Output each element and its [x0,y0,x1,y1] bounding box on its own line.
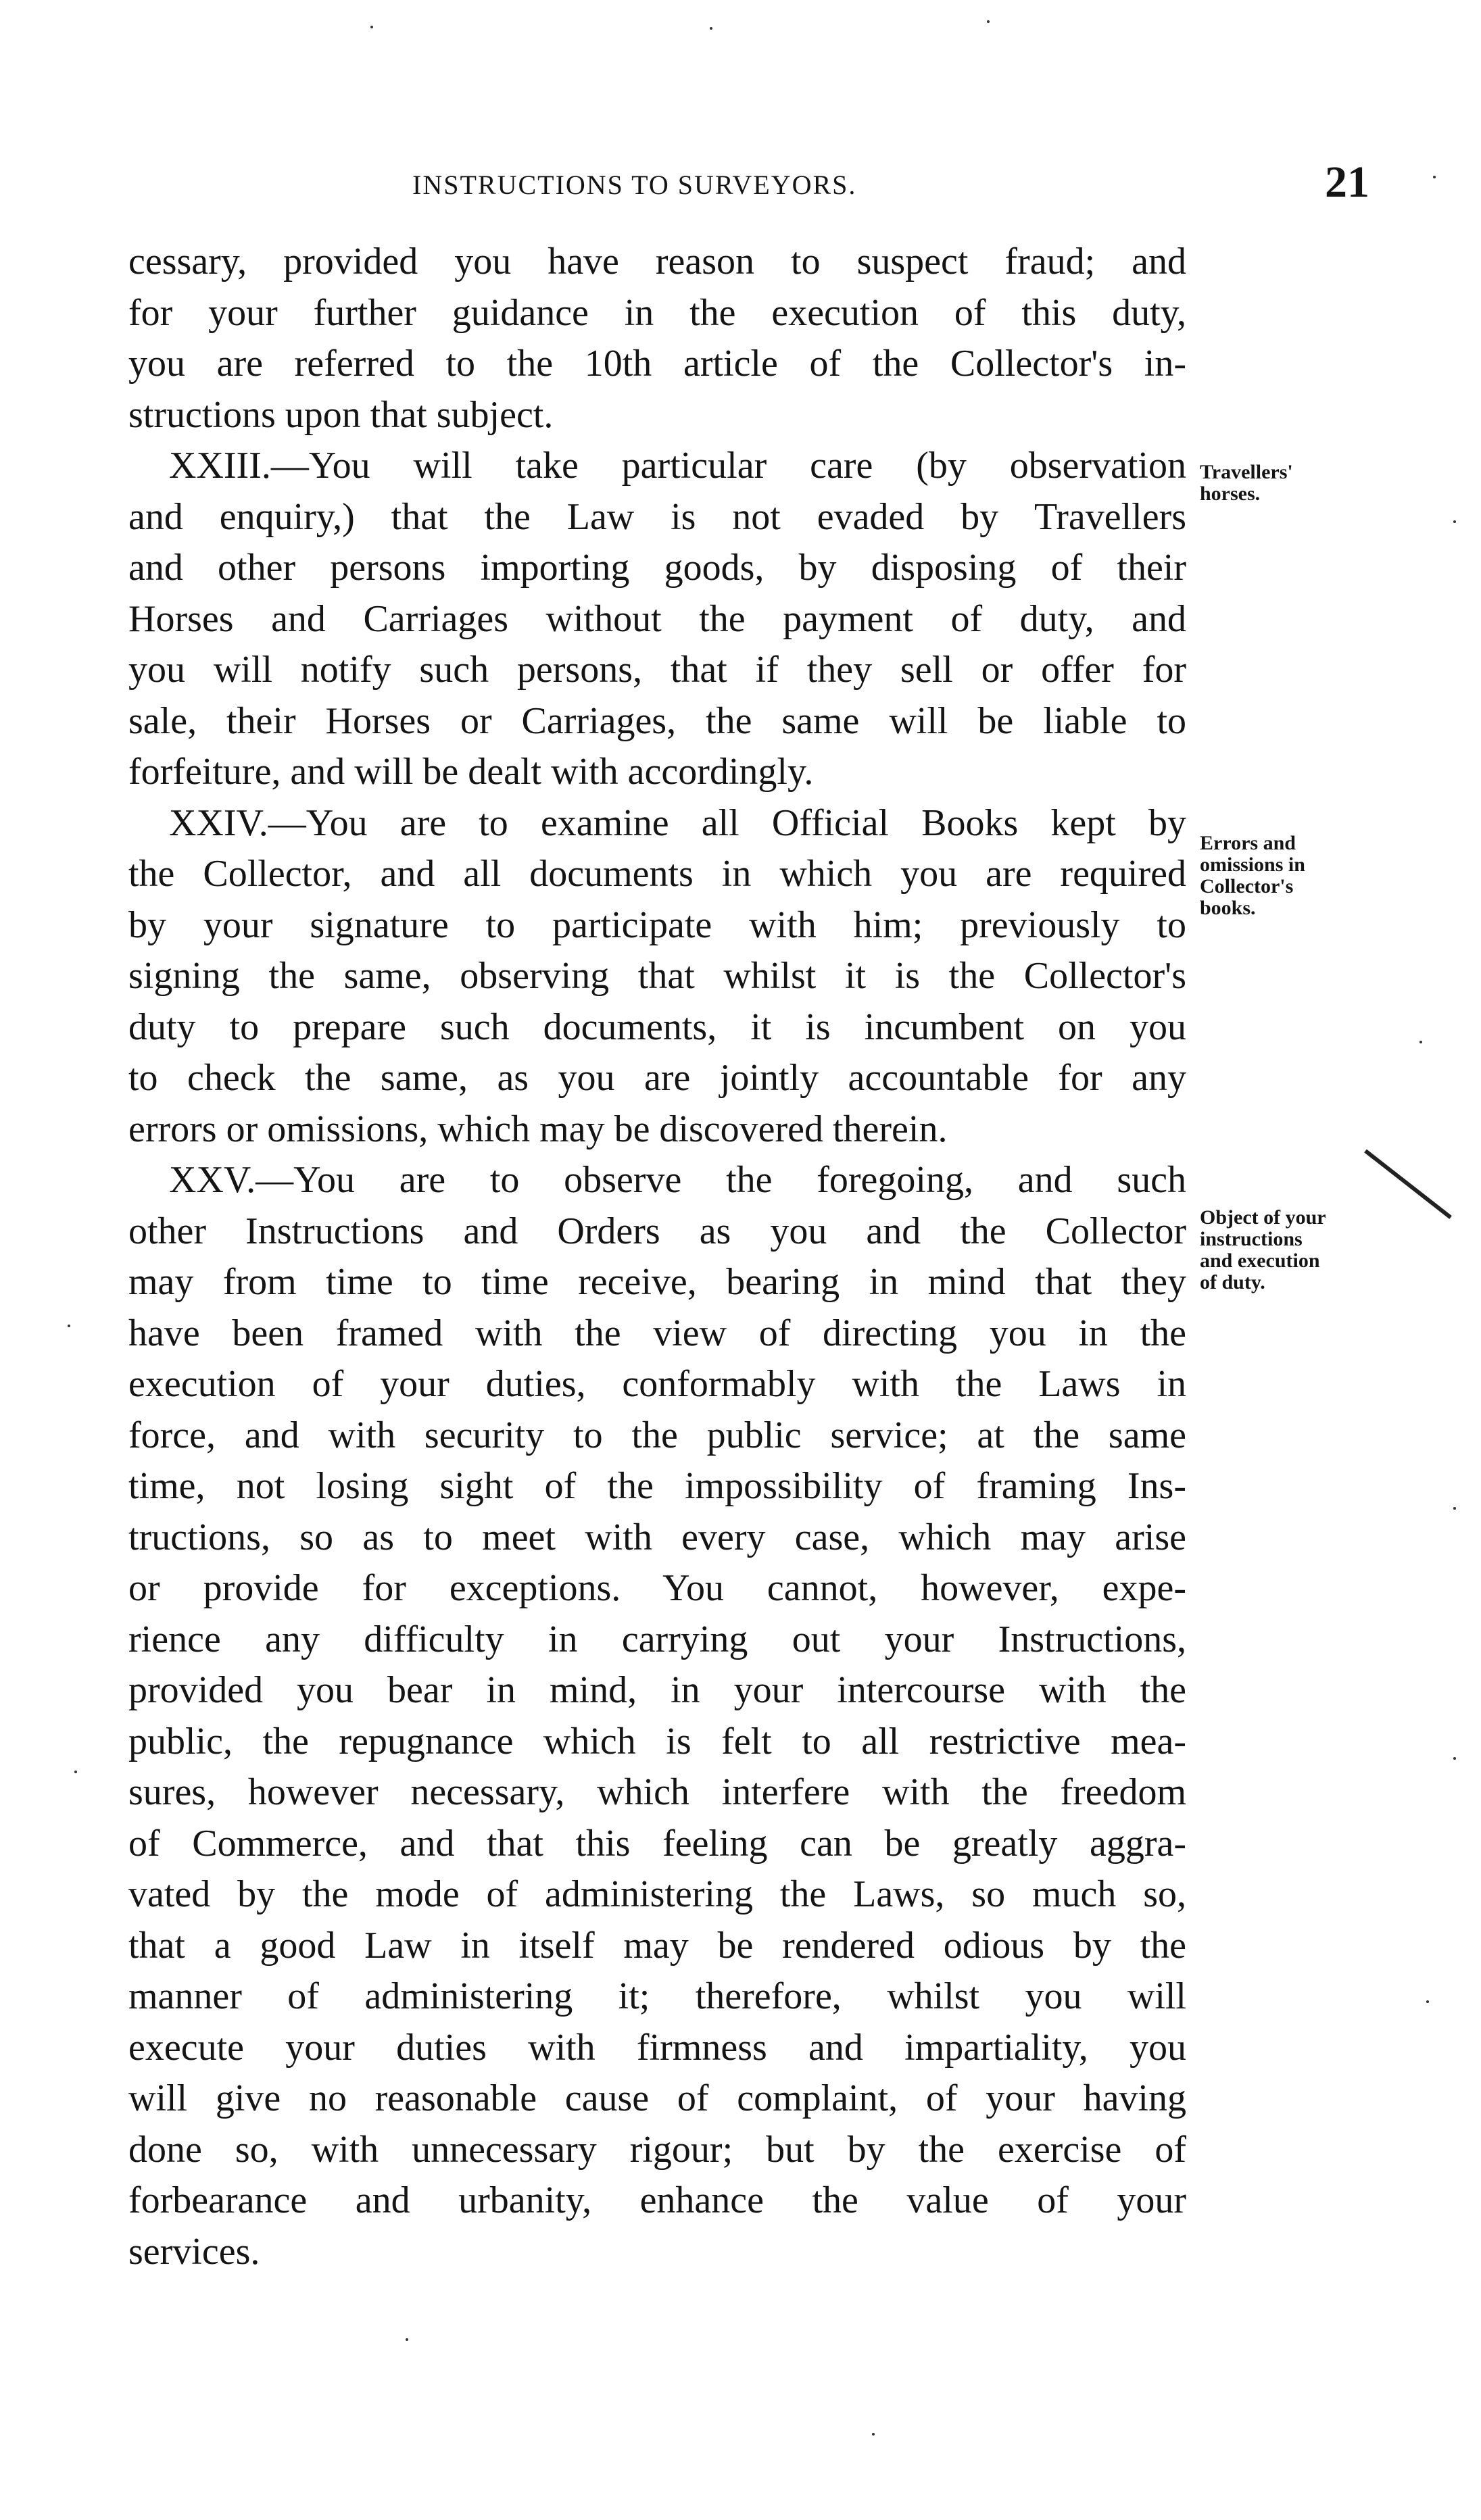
text-line: tructions, so as to meet with every case, which may arise [128,1516,1186,1558]
paragraph-xxiii-start: XXIII.—You will take particular care (by observation [169,445,1186,487]
margin-note-line: instructions [1200,1228,1303,1250]
text-line: forfeiture, and will be dealt with accordingly. [128,751,814,793]
text-line: forbearance and urbanity, enhance the value of your [128,2179,1186,2221]
text-line: public, the repugnance which is felt to all restrictive mea- [128,1720,1186,1762]
text-line: execution of your duties, conformably with the Laws in [128,1363,1186,1405]
scan-speck [1453,520,1456,523]
margin-note-travellers-horses [1200,462,1369,505]
text-line: provided you bear in mind, in your intercourse with the [128,1669,1186,1711]
scan-speck [1453,1757,1456,1760]
paragraph-xxv-start: XXV.—You are to observe the foregoing, and such [169,1159,1186,1201]
margin-note-line: books. [1200,897,1256,919]
text-line: and other persons importing goods, by disposing of their [128,547,1186,589]
text-line: sale, their Horses or Carriages, the same will be liable to [128,699,1186,742]
scan-speck [370,26,373,28]
text-line: cessary, provided you have reason to suspect fraud; and [128,241,1186,282]
text-line: structions upon that subject. [128,393,554,436]
text-line: manner of administering it; therefore, whilst you will [128,1975,1186,2017]
text-line: to check the same, as you are jointly accountable for any [128,1057,1186,1099]
text-line: done so, with unnecessary rigour; but by the exercise of [128,2128,1186,2171]
margin-note-line: and execution [1200,1250,1320,1272]
margin-note-line: omissions in [1200,854,1305,876]
text-line: and enquiry,) that the Law is not evaded by Travellers [128,495,1186,538]
text-line: execute your duties with firmness and impartiality, you [128,2026,1186,2069]
text-line: you will notify such persons, that if they sell or offer for [128,649,1186,691]
page-number: 21 [1325,157,1369,207]
text-line: will give no reasonable cause of complaint, of your having [128,2077,1186,2119]
scan-speck [74,1771,77,1773]
text-line: duty to prepare such documents, it is incumbent on you [128,1006,1186,1048]
margin-note-line: Travellers' [1200,461,1293,483]
text-line: time, not losing sight of the impossibility of framing Ins- [128,1465,1186,1507]
ink-stroke-mark [1364,1150,1452,1219]
scan-speck [710,27,712,30]
margin-note-object-of-instructions [1200,1207,1369,1293]
text-line: may from time to time receive, bearing in mind that they [128,1261,1186,1303]
margin-note-line: Collector's [1200,875,1294,897]
body-text [128,237,1186,2277]
margin-note-line: horses. [1200,483,1261,505]
text-line: errors or omissions, which may be discovered therein. [128,1108,948,1150]
scan-speck [1419,1041,1422,1043]
text-line: other Instructions and Orders as you and the Collector [128,1210,1186,1252]
running-head: INSTRUCTIONS TO SURVEYORS. [412,170,857,200]
scan-speck [68,1325,70,1327]
text-line: rience any difficulty in carrying out your Instructions, [128,1618,1186,1660]
text-line: services. [128,2230,260,2273]
text-line: Horses and Carriages without the payment of duty, and [128,597,1186,640]
scan-speck [1433,176,1436,178]
text-line: vated by the mode of administering the Laws, so much so, [128,1873,1186,1915]
text-line: signing the same, observing that whilst it is the Collector's [128,955,1186,997]
text-line: by your signature to participate with him; previously to [128,904,1186,946]
text-line: for your further guidance in the execution of this duty, [128,291,1186,334]
text-line: have been framed with the view of directing you in the [128,1312,1186,1354]
text-line: sures, however necessary, which interfere with the freedom [128,1771,1186,1813]
text-line: or provide for exceptions. You cannot, however, expe- [128,1567,1186,1609]
scan-speck [987,20,990,23]
scan-speck [406,2338,408,2341]
margin-note-line: Errors and [1200,832,1296,854]
margin-note-line: of duty. [1200,1271,1265,1293]
text-line: that a good Law in itself may be rendered odious by the [128,1924,1186,1967]
text-line: the Collector, and all documents in which you are required [128,853,1186,895]
text-line: of Commerce, and that this feeling can be greatly aggra- [128,1822,1186,1864]
scan-speck [872,2433,875,2436]
text-line: you are referred to the 10th article of the Collector's in- [128,343,1186,385]
scan-speck [1453,1507,1456,1510]
text-line: force, and with security to the public service; at the same [128,1414,1186,1456]
margin-note-line: Object of your [1200,1206,1326,1229]
page-header [128,157,1369,214]
margin-note-errors-omissions [1200,833,1369,919]
scan-speck [1426,2000,1429,2003]
paragraph-xxiv-start: XXIV.—You are to examine all Official Books kept by [169,801,1186,844]
